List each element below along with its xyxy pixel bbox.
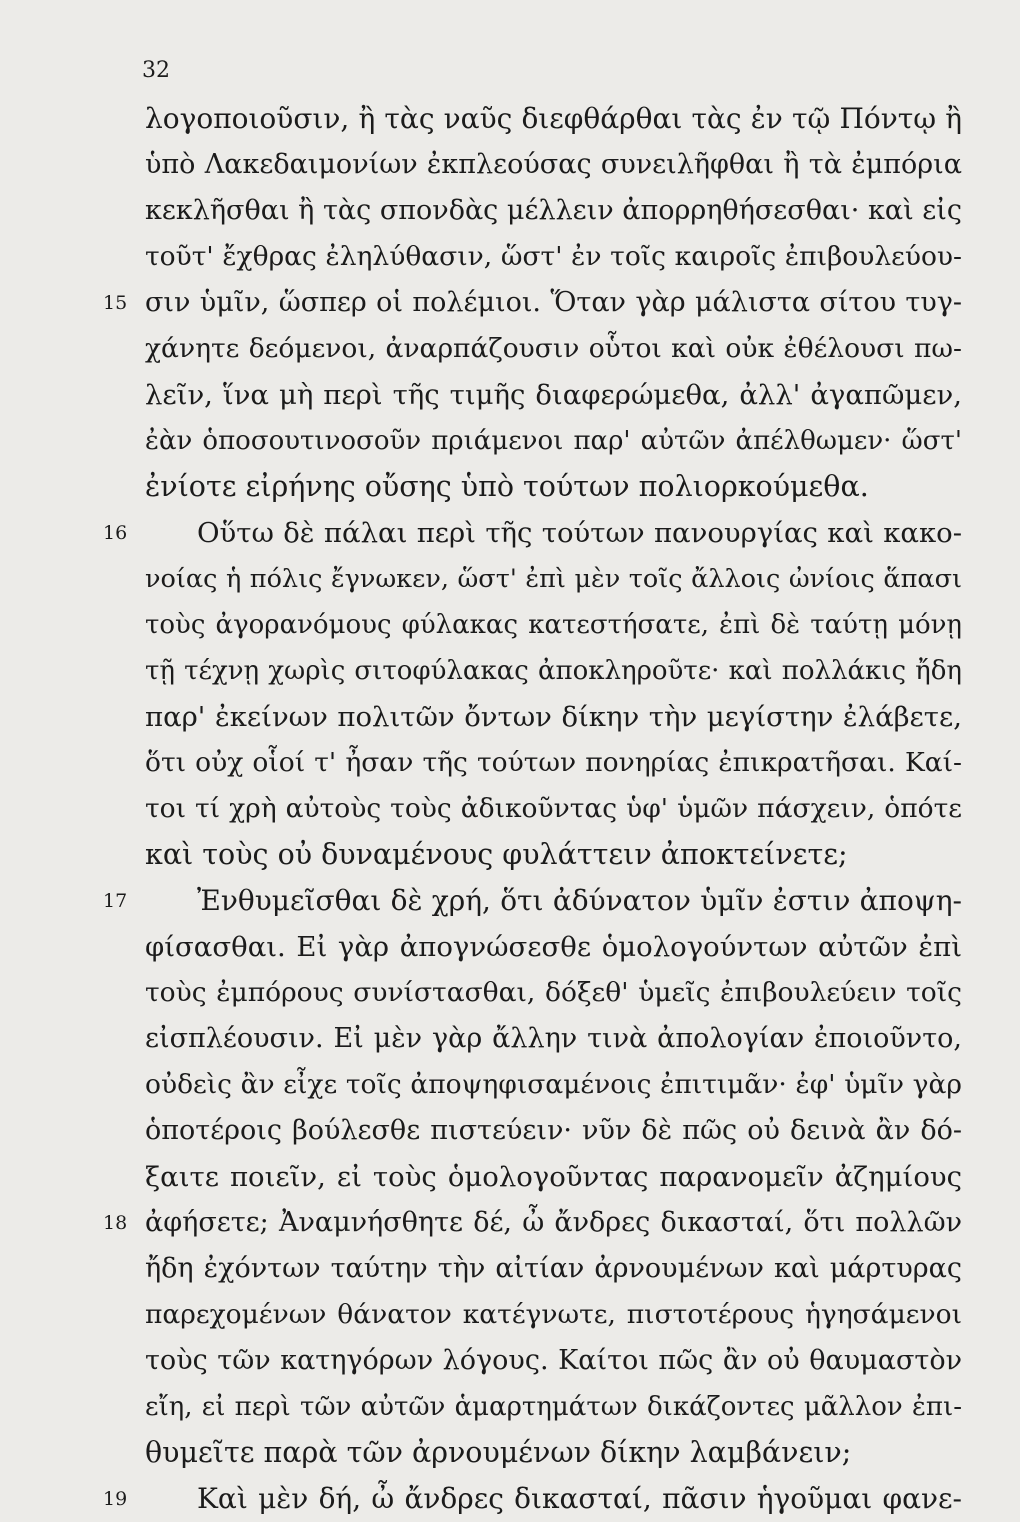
section-number: 16 [103, 522, 128, 544]
text-line [145, 648, 962, 694]
line-text: νοίας ἡ πόλις ἔγνωκεν, ὥστ' ἐπὶ μὲν τοῖς ἄλλοις ὠνίοις ἅπασι [145, 564, 962, 594]
line-text: ἀφήσετε; Ἀναμνήσθητε δέ, ὦ ἄνδρες δικασταί, ὅτι πολλῶν [145, 1207, 962, 1238]
text-line [145, 418, 962, 464]
text-line [145, 1016, 962, 1062]
line-text: τοὺς ἐμπόρους συνίστασθαι, δόξεθ' ὑμεῖς ἐπιβουλεύειν τοῖς [145, 977, 962, 1008]
line-text: κεκλῆσθαι ἢ τὰς σπονδὰς μέλλειν ἀπορρηθήσεσθαι· καὶ εἰς [145, 195, 962, 226]
text-line [103, 878, 962, 924]
line-text: τοὺς ἀγορανόμους φύλακας κατεστήσατε, ἐπὶ δὲ ταύτῃ μόνῃ [145, 610, 962, 640]
line-text: λογοποιοῦσιν, ἢ τὰς ναῦς διεφθάρθαι τὰς ἐν τῷ Πόντῳ ἢ [145, 102, 962, 135]
text-line [145, 740, 962, 786]
body-text [103, 96, 962, 1522]
line-text: εἴη, εἰ περὶ τῶν αὐτῶν ἁμαρτημάτων δικάζοντες μᾶλλον ἐπι- [145, 1392, 962, 1422]
line-text: θυμεῖτε παρὰ τῶν ἀρνουμένων δίκην λαμβάνειν; [145, 1436, 852, 1469]
text-line [145, 694, 962, 740]
text-line [145, 234, 962, 280]
text-line [145, 1338, 962, 1384]
line-text: παρεχομένων θάνατον κατέγνωτε, πιστοτέρους ἡγησάμενοι [145, 1299, 962, 1330]
line-text: ἤδη ἐχόντων ταύτην τὴν αἰτίαν ἀρνουμένων καὶ μάρτυρας [145, 1253, 962, 1284]
text-line [145, 1154, 962, 1200]
text-line [145, 556, 962, 602]
text-line [103, 1200, 962, 1246]
text-line [145, 1246, 962, 1292]
line-text: οὐδεὶς ἂν εἶχε τοῖς ἀποψηφισαμένοις ἐπιτιμᾶν· ἐφ' ὑμῖν γὰρ [145, 1069, 962, 1100]
text-line [145, 464, 962, 510]
line-text: Οὕτω δὲ πάλαι περὶ τῆς τούτων πανουργίας καὶ κακο- [197, 517, 962, 549]
line-text: τοι τί χρὴ αὐτοὺς τοὺς ἀδικοῦντας ὑφ' ὑμῶν πάσχειν, ὁπότε [145, 793, 962, 824]
text-line [103, 280, 962, 326]
text-line [145, 188, 962, 234]
text-line [145, 96, 962, 142]
line-text: Ἐνθυμεῖσθαι δὲ χρή, ὅτι ἀδύνατον ὑμῖν ἐστιν ἀποψη- [197, 884, 962, 917]
line-text: φίσασθαι. Εἰ γὰρ ἀπογνώσεσθε ὁμολογούντων αὐτῶν ἐπὶ [145, 931, 962, 963]
line-text: σιν ὑμῖν, ὥσπερ οἱ πολέμιοι. Ὅταν γὰρ μάλιστα σίτου τυγ- [145, 287, 962, 318]
line-text: ἐνίοτε εἰρήνης οὔσης ὑπὸ τούτων πολιορκούμεθα. [145, 470, 869, 503]
text-line [103, 510, 962, 556]
section-number: 15 [103, 292, 128, 314]
text-line [145, 786, 962, 832]
line-text: εἰσπλέουσιν. Εἰ μὲν γὰρ ἄλλην τινὰ ἀπολογίαν ἐποιοῦντο, [145, 1023, 962, 1054]
line-text: παρ' ἐκείνων πολιτῶν ὄντων δίκην τὴν μεγίστην ἐλάβετε, [145, 701, 962, 733]
line-text: λεῖν, ἵνα μὴ περὶ τῆς τιμῆς διαφερώμεθα, ἀλλ' ἀγαπῶμεν, [145, 379, 962, 411]
line-text: τῇ τέχνῃ χωρὶς σιτοφύλακας ἀποκληροῦτε· καὶ πολλάκις ἤδη [145, 656, 962, 686]
text-line [145, 1292, 962, 1338]
line-text: ὁποτέροις βούλεσθε πιστεύειν· νῦν δὲ πῶς οὐ δεινὰ ἂν δό- [145, 1115, 962, 1146]
line-text: τοὺς τῶν κατηγόρων λόγους. Καίτοι πῶς ἂν οὐ θαυμαστὸν [145, 1345, 962, 1376]
text-line [145, 1430, 962, 1476]
text-line [145, 832, 962, 878]
section-number: 17 [103, 890, 128, 912]
text-line [145, 970, 962, 1016]
line-text: ὅτι οὐχ οἷοί τ' ἦσαν τῆς τούτων πονηρίας ἐπικρατῆσαι. Καί- [145, 747, 962, 778]
line-text: χάνητε δεόμενοι, ἀναρπάζουσιν οὗτοι καὶ οὐκ ἐθέλουσι πω- [145, 333, 962, 364]
text-line [145, 142, 962, 188]
text-line [145, 372, 962, 418]
text-line [103, 1476, 962, 1522]
line-text: καὶ τοὺς οὐ δυναμένους φυλάττειν ἀποκτείνετε; [145, 838, 848, 871]
line-text: ξαιτε ποιεῖν, εἰ τοὺς ὁμολογοῦντας παρανομεῖν ἀζημίους [145, 1161, 962, 1193]
line-text: τοῦτ' ἔχθρας ἐληλύθασιν, ὥστ' ἐν τοῖς καιροῖς ἐπιβουλεύου- [145, 241, 962, 272]
line-text: ὑπὸ Λακεδαιμονίων ἐκπλεούσας συνειλῆφθαι ἢ τὰ ἐμπόρια [145, 149, 962, 180]
text-line [145, 924, 962, 970]
line-text: Καὶ μὲν δή, ὦ ἄνδρες δικασταί, πᾶσιν ἡγοῦμαι φανε- [197, 1482, 962, 1515]
text-line [145, 1062, 962, 1108]
section-number: 18 [103, 1212, 128, 1234]
text-line [145, 602, 962, 648]
line-text: ἐὰν ὁποσουτινοσοῦν πριάμενοι παρ' αὐτῶν ἀπέλθωμεν· ὥστ' [145, 426, 962, 456]
text-line [145, 326, 962, 372]
text-line [145, 1108, 962, 1154]
page-number: 32 [142, 58, 170, 83]
section-number: 19 [103, 1488, 128, 1510]
text-line [145, 1384, 962, 1430]
